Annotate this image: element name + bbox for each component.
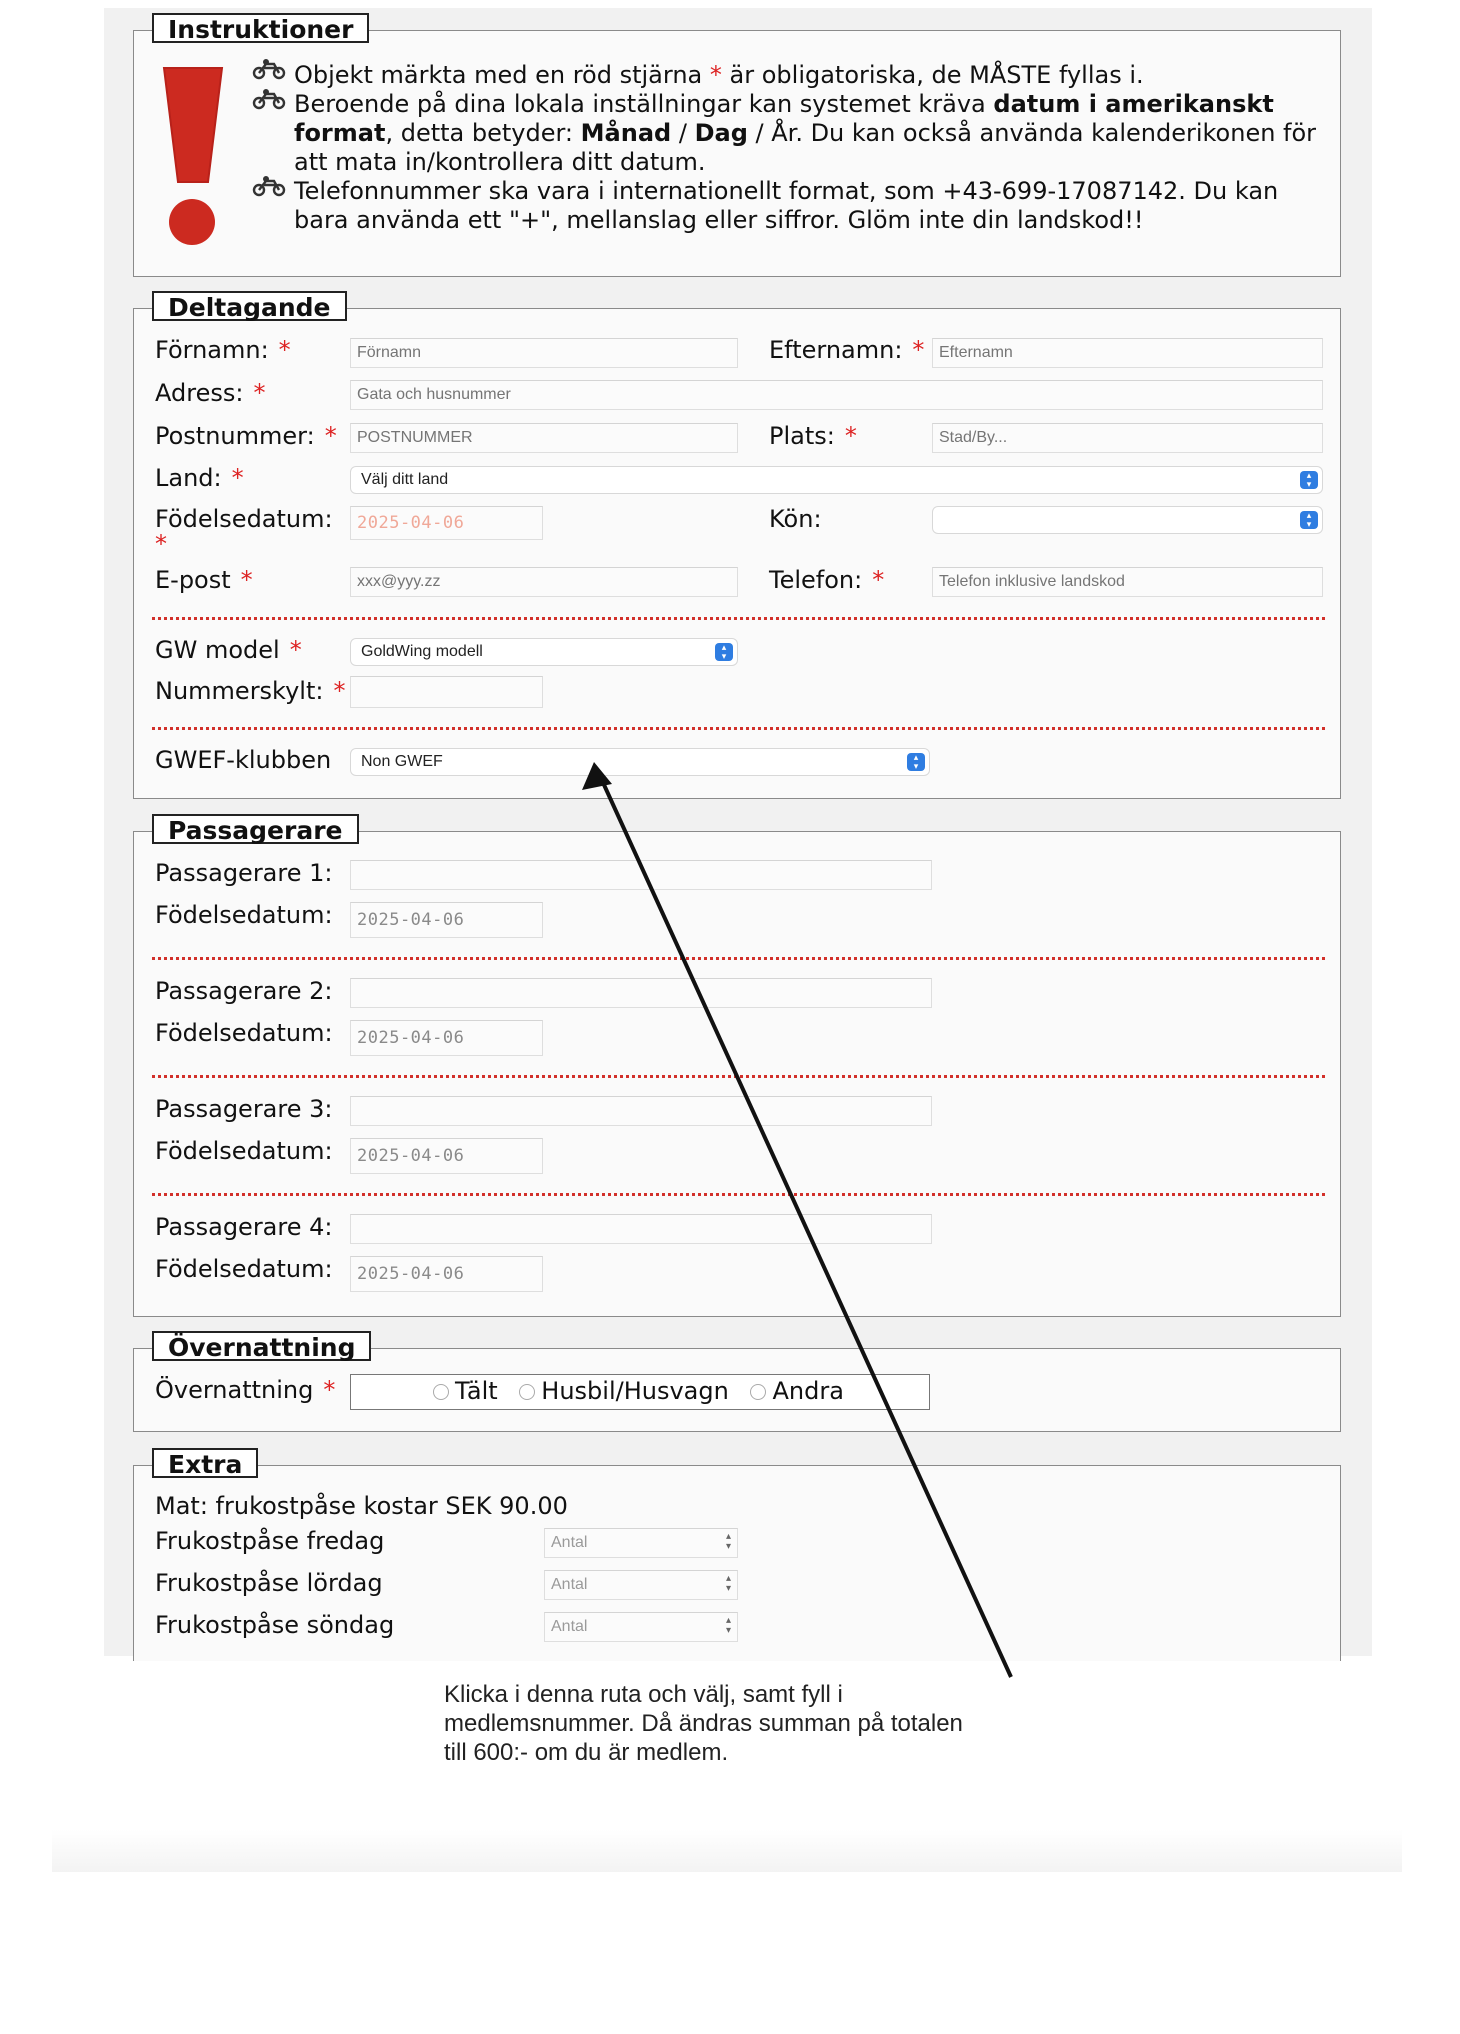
required-star: * (844, 422, 857, 450)
instruction-text: / (678, 119, 687, 147)
passenger-3-label: Passagerare 3: (155, 1095, 333, 1123)
passenger-2-birth-label: Födelsedatum: (155, 1019, 333, 1047)
participant-legend: Deltagande (152, 291, 347, 321)
instruction-text: / År. Du kan också använda kalenderikonen för (755, 119, 1317, 147)
required-star: * (289, 636, 302, 664)
required-star: * (324, 422, 337, 450)
instruction-text: , detta betyder: (385, 119, 574, 147)
instruction-bold: datum i amerikanskt (993, 90, 1274, 118)
instruction-phone-chars: bara använda ett "+", mellanslag eller siffror. Glöm inte din landskod!! (294, 206, 1144, 234)
passenger-1-birth-label: Födelsedatum: (155, 901, 333, 929)
required-star: * (155, 530, 167, 558)
required-star: * (253, 379, 266, 407)
required-star: * (278, 336, 291, 364)
select-arrows-icon: ▴ ▾ (1300, 471, 1318, 489)
passenger-1-birth-input[interactable]: 2025-04-06 (350, 902, 543, 938)
select-value: Välj ditt land (361, 471, 449, 488)
passenger-2-birth-input[interactable]: 2025-04-06 (350, 1020, 543, 1056)
passenger-3-birth-input[interactable]: 2025-04-06 (350, 1138, 543, 1174)
label-text: Postnummer: (155, 422, 315, 450)
select-value: Non GWEF (361, 753, 443, 770)
select-arrows-icon: ▴ ▾ (1300, 511, 1318, 529)
instruction-text: Beroende på dina lokala inställningar kan systemet kräva (294, 90, 986, 118)
option-label: Husbil/Husvagn (541, 1377, 729, 1405)
passenger-3-birth-label: Födelsedatum: (155, 1137, 333, 1165)
label-text: Plats: (769, 422, 835, 450)
instruction-text: är obligatoriska, de MÅSTE fyllas i. (729, 61, 1144, 89)
annotation-text: Klicka i denna ruta och välj, samt fyll i (444, 1681, 843, 1708)
birthdate-input[interactable]: 2025-04-06 (350, 506, 543, 540)
food-note: Mat: frukostpåse kostar SEK 90.00 (155, 1492, 568, 1520)
breakfast-saturday-label: Frukostpåse lördag (155, 1569, 383, 1597)
label-text: E-post (155, 566, 231, 594)
annotation-text: till 600:- om du är medlem. (444, 1739, 729, 1766)
label-text: Telefon: (769, 566, 863, 594)
required-star: * (872, 566, 885, 594)
label-text: Födelsedatum: (155, 505, 333, 533)
passengers-legend: Passagerare (152, 814, 359, 844)
required-star: * (709, 61, 722, 89)
label-text: Övernattning (155, 1376, 314, 1404)
select-value: GoldWing modell (361, 643, 483, 660)
required-star: * (333, 677, 346, 705)
annotation-text: medlemsnummer. Då ändras summan på totalen (444, 1710, 963, 1737)
annotation-note (444, 1680, 963, 1767)
label-text: Efternamn: (769, 336, 903, 364)
instruction-text: att mata in/kontrollera ditt datum. (294, 148, 706, 176)
passenger-1-label: Passagerare 1: (155, 859, 333, 887)
instruction-bold: Dag (694, 119, 748, 147)
stepper-arrows-icon[interactable]: ▴ ▾ (725, 1615, 731, 1636)
club-label: GWEF-klubben (155, 746, 332, 774)
required-star: * (231, 464, 244, 492)
select-arrows-icon: ▴ ▾ (715, 643, 733, 661)
option-label: Andra (772, 1377, 844, 1405)
lodging-legend: Övernattning (152, 1331, 371, 1361)
label-text: Nummerskylt: (155, 677, 324, 705)
extra-legend: Extra (152, 1448, 258, 1478)
required-star: * (240, 566, 253, 594)
stepper-arrows-icon[interactable]: ▴ ▾ (725, 1531, 731, 1552)
instruction-bold: format (294, 119, 386, 147)
breakfast-sunday-label: Frukostpåse söndag (155, 1611, 395, 1639)
option-label: Tält (455, 1377, 498, 1405)
instruction-phone: Telefonnummer ska vara i internationellt format, som +43-699-17087142. Du kan (294, 177, 1279, 205)
required-star: * (912, 336, 925, 364)
passenger-4-birth-input[interactable]: 2025-04-06 (350, 1256, 543, 1292)
instruction-text: Objekt märkta med en röd stjärna (294, 61, 703, 89)
passenger-4-label: Passagerare 4: (155, 1213, 333, 1241)
label-text: Adress: (155, 379, 244, 407)
breakfast-friday-label: Frukostpåse fredag (155, 1527, 385, 1555)
gender-label: Kön: (769, 505, 822, 533)
label-text: GW model (155, 636, 280, 664)
stepper-arrows-icon[interactable]: ▴ ▾ (725, 1573, 731, 1594)
passenger-2-label: Passagerare 2: (155, 977, 333, 1005)
required-star: * (323, 1376, 336, 1404)
input-placeholder: Antal (551, 1576, 588, 1593)
passenger-4-birth-label: Födelsedatum: (155, 1255, 333, 1283)
instruction-bold: Månad (580, 119, 672, 147)
instructions-legend: Instruktioner (152, 13, 369, 43)
label-text: Land: (155, 464, 222, 492)
label-text: Förnamn: (155, 336, 269, 364)
input-placeholder: Antal (551, 1534, 588, 1551)
select-arrows-icon: ▴ ▾ (907, 753, 925, 771)
input-placeholder: Antal (551, 1618, 588, 1635)
